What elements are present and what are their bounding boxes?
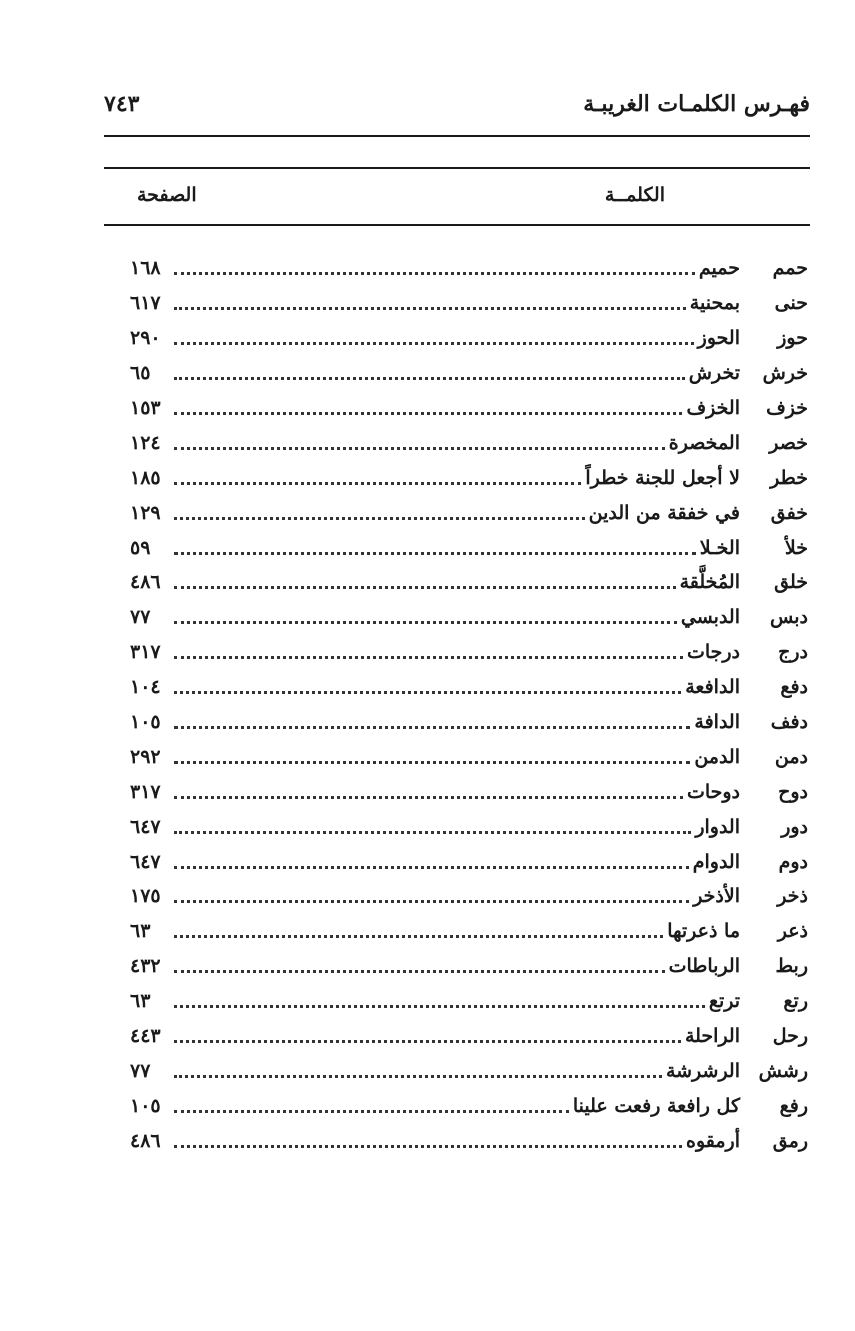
column-header-word: الكلمــة: [604, 184, 665, 206]
entry-page: ٦٥: [130, 362, 151, 385]
table-top-rule: [104, 167, 810, 169]
dot-leader: [174, 551, 696, 555]
index-entry: [130, 984, 810, 1019]
entry-root: دفع: [780, 676, 808, 699]
entry-page: ١٦٨: [130, 257, 161, 280]
dot-leader: [174, 1144, 682, 1148]
index-entry: [130, 705, 810, 740]
entry-word: لا أجعل للجنة خطراً: [585, 466, 740, 489]
entry-root: دور: [781, 815, 808, 838]
entry-word: في خفقة من الدين: [588, 501, 740, 524]
dot-leader: [174, 1039, 681, 1043]
index-entry: [130, 1019, 810, 1054]
entry-page: ٦٣: [130, 990, 151, 1013]
entry-word: الدمن: [694, 745, 740, 768]
running-title: فهـرس الكلمـات الغريبـة: [583, 91, 810, 117]
entry-page: ١٠٤: [130, 676, 161, 699]
entry-root: خلأ: [784, 536, 808, 559]
entry-word: الراحلة: [684, 1025, 740, 1048]
dot-leader: [174, 1109, 569, 1113]
entry-root: دمن: [774, 745, 808, 768]
index-entry: [130, 739, 810, 774]
entry-page: ٤٨٦: [130, 571, 161, 594]
entry-root: حوز: [777, 327, 808, 350]
index-entry: [130, 530, 810, 565]
entry-root: ذعر: [777, 920, 808, 943]
index-entry: [130, 1123, 810, 1158]
index-entry: [130, 321, 810, 356]
entry-page: ٦٤٧: [130, 850, 161, 873]
entry-page: ٤٤٣: [130, 1025, 161, 1048]
index-entry: [130, 635, 810, 670]
dot-leader: [174, 271, 695, 275]
entry-word: الدوام: [692, 850, 740, 873]
entry-root: درج: [778, 641, 808, 664]
entry-page: ١٠٥: [130, 711, 161, 734]
index-entry: [130, 844, 810, 879]
entry-word: الرباطات: [668, 955, 740, 978]
dot-leader: [174, 620, 677, 624]
entry-page: ٤٨٦: [130, 1129, 161, 1152]
entry-page: ١٨٥: [130, 466, 161, 489]
entry-root: خصر: [769, 431, 808, 454]
dot-leader: [174, 481, 581, 485]
index-entry: [130, 600, 810, 635]
index-entry: [130, 460, 810, 495]
entry-page: ١٥٣: [130, 397, 161, 419]
entry-word: الدبسي: [680, 606, 740, 629]
dot-leader: [174, 516, 585, 520]
dot-leader: [174, 725, 690, 729]
index-entry: [130, 1053, 810, 1088]
entry-root: خرش: [762, 362, 808, 385]
entry-page: ١٠٥: [130, 1094, 161, 1117]
index-entry: [130, 286, 810, 321]
dot-leader: [174, 795, 683, 799]
entry-root: رحل: [772, 1025, 808, 1048]
dot-leader: [174, 446, 665, 450]
index-entry: [130, 914, 810, 949]
entry-root: خفق: [770, 501, 808, 524]
header-rule: [104, 135, 810, 137]
entry-word: الخزف: [686, 397, 740, 419]
entry-root: خلق: [774, 571, 808, 594]
entry-word: درجات: [686, 641, 740, 664]
entry-root: رشش: [758, 1059, 808, 1082]
entry-word: الدوار: [695, 815, 740, 838]
dot-leader: [174, 830, 691, 834]
index-entry: [130, 495, 810, 530]
entry-page: ١٢٤: [130, 431, 161, 454]
entry-page: ٦٤٧: [130, 815, 161, 838]
entry-word: حميم: [698, 257, 740, 280]
entry-root: خطر: [770, 466, 808, 489]
entry-word: دوحات: [686, 780, 740, 803]
dot-leader: [174, 306, 686, 310]
entry-root: حنى: [774, 292, 808, 315]
index-entry: [130, 251, 810, 286]
entry-page: ٤٣٢: [130, 955, 161, 978]
entry-root: رفع: [779, 1094, 808, 1117]
entry-page: ٣١٧: [130, 780, 161, 803]
index-entry: [130, 949, 810, 984]
entry-page: ٢٩٢: [130, 745, 161, 768]
dot-leader: [174, 655, 683, 659]
entry-root: ربط: [775, 955, 808, 978]
index-entry: [130, 391, 810, 426]
entry-page: ٧٧: [130, 1059, 151, 1082]
entry-root: دوم: [778, 850, 808, 873]
entry-word: المخصرة: [668, 431, 740, 454]
entry-word: ترتع: [708, 990, 740, 1013]
page-number: ٧٤٣: [104, 91, 140, 117]
column-headers: [104, 180, 810, 216]
dot-leader: [174, 1074, 662, 1078]
index-entry: [130, 809, 810, 844]
index-entry: [130, 425, 810, 460]
entry-page: ٢٩٠: [130, 327, 161, 350]
entry-root: رمق: [772, 1129, 808, 1152]
entry-page: ٦١٧: [130, 292, 161, 315]
entry-page: ٥٩: [130, 536, 151, 559]
entry-root: ذخر: [777, 885, 808, 908]
running-head: [104, 86, 810, 122]
index-entry: [130, 774, 810, 809]
dot-leader: [174, 376, 685, 380]
entry-word: الدافة: [694, 711, 740, 734]
entry-page: ٧٧: [130, 606, 151, 629]
dot-leader: [174, 899, 689, 903]
entry-root: دوح: [778, 780, 808, 803]
index-entries: [130, 251, 810, 1158]
index-entry: [130, 879, 810, 914]
entry-word: ما ذعرتها: [667, 920, 740, 943]
entry-root: خزف: [766, 397, 808, 419]
dot-leader: [174, 690, 681, 694]
index-entry: [130, 1088, 810, 1123]
index-entry: [130, 565, 810, 600]
entry-page: ١٧٥: [130, 885, 161, 908]
dot-leader: [174, 760, 690, 764]
entry-word: بمحنية: [689, 292, 740, 315]
entry-word: أرمقوه: [685, 1129, 740, 1152]
index-entry: [130, 356, 810, 391]
entry-root: رتع: [783, 990, 808, 1013]
entry-page: ٣١٧: [130, 641, 161, 664]
column-header-page: الصفحة: [137, 184, 197, 206]
entry-word: كل رافعة رفعت علينا: [572, 1094, 740, 1117]
dot-leader: [174, 341, 694, 345]
dot-leader: [174, 411, 682, 415]
entry-word: الخـلا: [699, 536, 740, 559]
dot-leader: [174, 934, 663, 938]
dot-leader: [174, 865, 689, 869]
entry-root: دفف: [770, 711, 808, 734]
entry-word: الحوز: [697, 327, 740, 350]
entry-word: الأذخر: [693, 885, 740, 908]
dot-leader: [174, 585, 676, 589]
table-header-rule: [104, 224, 810, 226]
entry-word: الرشرشة: [665, 1059, 740, 1082]
entry-root: دبس: [770, 606, 808, 629]
entry-word: الدافعة: [685, 676, 740, 699]
entry-word: تخرش: [688, 362, 740, 385]
dot-leader: [174, 969, 665, 973]
dot-leader: [174, 1004, 705, 1008]
entry-root: حمم: [772, 257, 808, 280]
entry-page: ١٢٩: [130, 501, 161, 524]
entry-page: ٦٣: [130, 920, 151, 943]
entry-word: المُخلَّقة: [679, 571, 740, 594]
index-entry: [130, 670, 810, 705]
